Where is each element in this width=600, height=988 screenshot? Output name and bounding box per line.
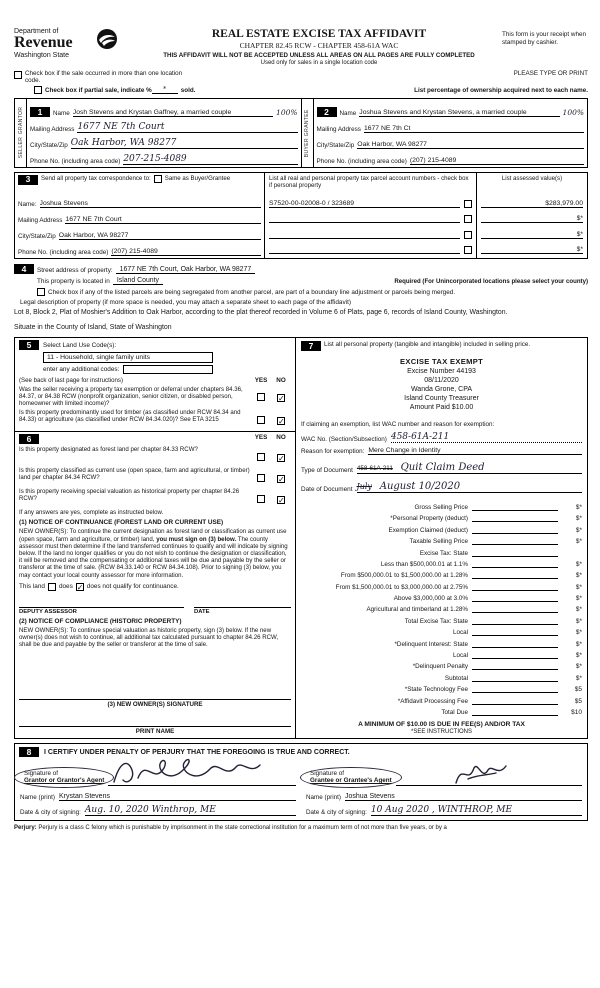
same-as-buyer-checkbox[interactable] xyxy=(154,175,162,183)
fee-value: $* xyxy=(575,503,582,511)
corr-address-value[interactable]: 1677 NE 7th Court xyxy=(65,216,261,224)
warning-line: THIS AFFIDAVIT WILL NOT BE ACCEPTED UNLESS ALL AREAS ON ALL PAGES ARE FULLY COMPLETED xyxy=(163,52,475,59)
ownership-note: List percentage of ownership acquired next to each name. xyxy=(414,87,588,94)
multi-location-checkbox[interactable] xyxy=(14,71,22,79)
if-yes-note: If any answers are yes, complete as instructed below. xyxy=(19,509,164,517)
forest-land-section xyxy=(14,432,296,739)
fee-label: Less than $500,000.01 at 1.1% xyxy=(380,560,468,568)
question-text: Was the seller receiving a property tax exemption or deferral under chapters 84.36, 84.37, or 84.38 RCW (nonprofit organization, senior citizen, or disabled person, homeowner with limited income)? xyxy=(19,386,243,408)
grantor-date-city-label: Date & city of signing: xyxy=(20,809,81,816)
fee-label: Exemption Claimed (deduct) xyxy=(388,526,468,534)
fee-label: *Personal Property (deduct) xyxy=(390,515,468,523)
fee-line[interactable] xyxy=(472,715,558,716)
does-not-label: does not qualify for continuance. xyxy=(86,583,179,591)
grantor-signature-block xyxy=(15,758,301,820)
seller-phone-value[interactable]: 207-215-4089 xyxy=(123,154,297,165)
single-location-note: Used only for sales in a single location code xyxy=(260,60,378,66)
fee-line[interactable] xyxy=(472,635,558,636)
assessed-value-header: List assessed value(s) xyxy=(501,175,563,182)
street-address-value[interactable]: 1677 NE 7th Court, Oak Harbor, WA 98277 xyxy=(116,266,256,274)
minimum-due-note: A MINIMUM OF $10.00 IS DUE IN FEE(S) AND/OR TAX xyxy=(358,721,525,728)
buyer-grantee-side-label xyxy=(304,109,310,157)
assessed-value-1[interactable]: $283,979.00 xyxy=(481,200,583,208)
parcel-number-field[interactable] xyxy=(269,222,460,223)
fee-table xyxy=(301,500,582,716)
buyer-section xyxy=(301,99,588,167)
assessed-value-3[interactable]: $* xyxy=(481,231,583,239)
type-struck-text: 458-61A-211 xyxy=(356,464,393,472)
seller-city-label: City/State/Zip xyxy=(30,142,68,149)
perjury-text: Perjury is a class C felony which is punishable by imprisonment in the state correctional institution for a maximum term of not more than five years, or by a xyxy=(38,825,447,831)
assessed-value-2[interactable]: $* xyxy=(481,215,583,223)
fee-line[interactable] xyxy=(472,669,558,670)
fee-label: From $500,000.01 to $1,500,000.00 at 1.28% xyxy=(340,572,468,580)
section-8-badge: 8 xyxy=(19,747,39,757)
personal-property-checkbox-2[interactable] xyxy=(464,215,472,223)
fee-label: *Affidavit Processing Fee xyxy=(397,697,468,705)
fee-label: Subtotal xyxy=(444,674,468,682)
land-use-section xyxy=(14,337,296,432)
fee-value: $* xyxy=(575,595,582,603)
legal-description-label: Legal description of property (if more space is needed, you may attach a separate sheet to each page of the affidavit) xyxy=(20,299,351,306)
legal-description-value[interactable]: Lot 8, Block 2, Plat of Moshier's Addition to Oak Harbor, according to the plat thereof recorded in Volume 6 of Plats, page 6, records of Island County, Washington. xyxy=(14,309,508,316)
new-owner-signature-label: (3) NEW OWNER(S) SIGNATURE xyxy=(107,701,203,708)
seller-grantor-side-label xyxy=(18,107,24,158)
parcel-number-field[interactable] xyxy=(269,238,460,239)
notice-compliance-title: (2) NOTICE OF COMPLIANCE (HISTORIC PROPERTY) xyxy=(19,617,182,625)
notice1-post: The county assessor must then determine if the land transferred continues to qualify and will indicate by signing below. If the land no longer qualifies or you do not wish to continue the designation or classification, it will be removed and the compensating or additional taxes will be due and payable by the seller or transferor at the time of sale. (RCW 84.33.140 or RCW 84.34.108). Prior to signing (3) below, you may contact your local county assessor for more information. xyxy=(19,535,288,579)
corr-phone-value[interactable]: (207) 215-4089 xyxy=(111,248,261,256)
date-of-document-value[interactable]: August 10/2020 xyxy=(379,480,461,492)
stamp-line-2: Excise Number 44193 xyxy=(407,368,476,376)
perjury-footer xyxy=(14,825,588,832)
hand-drawn-oval xyxy=(14,767,114,788)
fee-value: $* xyxy=(575,572,582,580)
fee-line[interactable] xyxy=(472,578,558,579)
fee-value: $* xyxy=(575,526,582,534)
corr-phone-label: Phone No. (including area code) xyxy=(18,249,109,256)
wac-number-value[interactable]: 458-61A-211 xyxy=(391,432,582,443)
personal-property-checkbox-4[interactable] xyxy=(464,246,472,254)
form-header xyxy=(14,28,588,66)
print-name-label: PRINT NAME xyxy=(135,728,175,735)
dor-emblem-icon xyxy=(96,28,118,55)
buyer-city-label: City/State/Zip xyxy=(316,142,355,149)
fee-label: Total Due xyxy=(441,709,468,716)
claiming-exemption-label: If claiming an exemption, list WAC number and reason for exemption: xyxy=(301,420,495,428)
grantor-sig-label-1: Signature of xyxy=(24,769,58,777)
county-required-note: Required (For Unincorporated locations please select your county) xyxy=(394,278,588,285)
fee-line[interactable] xyxy=(472,692,558,693)
notice-continuance-title: (1) NOTICE OF CONTINUANCE (FOREST LAND OR CURRENT USE) xyxy=(19,519,224,527)
reason-exemption-value[interactable]: Mere Change in Identity xyxy=(368,447,582,455)
date-struck-text: July xyxy=(356,481,372,491)
stamp-line-4: Wanda Grone, CPA xyxy=(410,386,473,394)
buyer-city-value[interactable]: Oak Harbor, WA 98277 xyxy=(357,141,584,149)
forest-no-checkbox[interactable]: ✓ xyxy=(278,454,285,464)
yes-column-header: YES xyxy=(254,377,268,385)
fee-line[interactable] xyxy=(472,556,558,557)
additional-codes-label: enter any additional codes: xyxy=(43,366,120,374)
see-instructions-note: *SEE INSTRUCTIONS xyxy=(410,729,472,735)
washington-state-label: Washington State xyxy=(14,52,69,60)
county-select[interactable]: Island County xyxy=(113,277,163,285)
historic-no-checkbox[interactable]: ✓ xyxy=(278,496,285,506)
grantee-sig-label-2: Grantee or Grantee's Agent xyxy=(310,777,392,785)
fee-label: Agricultural and timberland at 1.28% xyxy=(366,606,468,614)
parcel-header: List all real and personal property tax parcel account numbers - check box if personal property xyxy=(269,175,469,189)
grantee-name-print-label: Name (print) xyxy=(306,794,341,801)
date-of-document-label: Date of Document xyxy=(301,485,353,493)
hand-drawn-oval xyxy=(300,767,402,788)
street-address-label: Street address of property: xyxy=(37,267,113,274)
question-text: Is this property designated as forest land per chapter 84.33 RCW? xyxy=(19,446,198,454)
grantee-date-city-value[interactable]: 10 Aug 2020 , WINTHROP, ME xyxy=(371,805,582,816)
buyer-name-value[interactable]: Joshua Stevens and Krystan Stevens, a married couple xyxy=(359,109,559,117)
land-use-select[interactable]: 11 - Household, single family units xyxy=(43,352,213,363)
same-as-buyer-label: Same as Buyer/Grantee xyxy=(164,175,231,182)
perjury-label: Perjury: xyxy=(14,825,37,831)
segregated-label: Check box if any of the listed parcels are being segregated from another parcel, are part of a boundary line adjustment or parcels being merged. xyxy=(48,289,456,296)
buyer-name-label: Name xyxy=(339,110,357,117)
question-text: Is this property classified as current use (open space, farm and agricultural, or timber) land per chapter 84.34 RCW? xyxy=(19,467,250,482)
top-checkbox-zone xyxy=(14,70,588,94)
title-block xyxy=(136,28,502,66)
buyer-phone-label: Phone No. (including area code) xyxy=(316,158,407,165)
print-name-line[interactable] xyxy=(19,714,291,727)
personal-property-checkbox-3[interactable] xyxy=(464,231,472,239)
forest-yes-checkbox[interactable] xyxy=(257,453,265,461)
fee-line[interactable] xyxy=(472,658,558,659)
yes-column-header: YES xyxy=(254,434,268,442)
fee-value: $* xyxy=(575,606,582,614)
additional-codes-field[interactable] xyxy=(123,365,213,374)
fee-value: $* xyxy=(575,560,582,568)
fee-label: *State Technology Fee xyxy=(404,686,468,694)
fee-value: $* xyxy=(575,663,582,671)
partial-sale-label-pre: Check box if partial sale, indicate % xyxy=(45,87,152,94)
no-column-header: NO xyxy=(276,377,286,385)
fee-line[interactable] xyxy=(472,647,558,648)
fee-value: $* xyxy=(575,640,582,648)
grantor-signature-field[interactable] xyxy=(108,760,296,786)
fee-value: $5 xyxy=(574,686,582,694)
chapter-line: CHAPTER 82.45 RCW - CHAPTER 458-61A WAC xyxy=(239,41,399,50)
grantee-signature-field[interactable] xyxy=(396,760,582,786)
seller-side-word: SELLER xyxy=(17,137,24,159)
fee-line[interactable] xyxy=(472,624,558,625)
fee-line[interactable] xyxy=(472,567,558,568)
grantee-signature-block xyxy=(301,758,587,820)
fee-label: Gross Selling Price xyxy=(414,503,468,511)
grantee-name-print-value[interactable]: Joshua Stevens xyxy=(345,793,582,801)
revenue-wordmark: Revenue xyxy=(14,34,73,52)
question-text: Is this property predominantly used for timber (as classified under RCW 84.34 and 84.33) or agriculture (as classified under RCW 84.34.020)? See ETA 3215 xyxy=(19,409,241,424)
buyer-address-label: Mailing Address xyxy=(316,126,361,133)
fee-value: $* xyxy=(575,674,582,682)
fee-value: $* xyxy=(575,583,582,591)
multi-location-label: Check box if the sale occurred in more than one location code. xyxy=(25,70,183,84)
assessed-value-4[interactable]: $* xyxy=(481,246,583,254)
please-type-note: PLEASE TYPE OR PRINT xyxy=(513,70,588,77)
does-not-qualify-checkbox[interactable]: ✓ xyxy=(76,582,84,592)
date-label: DATE xyxy=(193,608,210,615)
deputy-assessor-signature-line[interactable] xyxy=(19,599,184,608)
grantor-sig-label-2: Grantor or Grantor's Agent xyxy=(24,777,105,785)
seller-section xyxy=(15,99,301,167)
type-of-document-value[interactable]: Quit Claim Deed xyxy=(400,461,485,473)
fee-value: $5 xyxy=(574,697,582,705)
grantor-signature xyxy=(108,755,268,789)
buyer-side-word: BUYER xyxy=(304,137,310,158)
current-use-no-checkbox[interactable]: ✓ xyxy=(278,475,285,485)
located-in-label: This property is located in xyxy=(37,278,110,285)
fee-line[interactable] xyxy=(472,590,558,591)
partial-sale-percent-field[interactable]: * xyxy=(152,86,178,94)
section-6-badge: 6 xyxy=(19,434,39,444)
partial-sale-checkbox[interactable] xyxy=(34,86,42,94)
notice1-pre: NEW OWNER(S): To continue the current designation as forest land or classification as current use (open space, farm and agriculture, or timber) land, xyxy=(19,528,287,543)
new-owner-signature-line[interactable] xyxy=(19,687,291,700)
segregated-checkbox[interactable] xyxy=(37,288,45,296)
grantor-side-word: GRANTOR xyxy=(17,107,24,136)
deputy-assessor-label: DEPUTY ASSESSOR xyxy=(19,608,77,615)
grantor-name-print-label: Name (print) xyxy=(20,794,55,801)
receipt-note: This form is your receipt when stamped by cashier. xyxy=(502,31,586,46)
section-2-badge: 2 xyxy=(317,107,337,117)
stamp-line-5: Island County Treasurer xyxy=(404,395,479,403)
buyer-phone-value[interactable]: (207) 215-4089 xyxy=(410,157,584,165)
seller-address-value[interactable]: 1677 NE 7th Court xyxy=(77,122,297,133)
fee-line[interactable] xyxy=(472,510,558,511)
fee-value: $* xyxy=(575,617,582,625)
fee-line[interactable] xyxy=(472,544,558,545)
fee-value: $* xyxy=(575,515,582,523)
fee-label: Taxable Selling Price xyxy=(409,538,468,546)
buyer-address-value[interactable]: 1677 NE 7th Ct xyxy=(364,125,584,133)
grantee-signature xyxy=(396,759,516,789)
fee-line[interactable] xyxy=(472,521,558,522)
deputy-date-line[interactable] xyxy=(194,599,291,608)
fee-line[interactable] xyxy=(472,681,558,682)
grantee-sig-label-1: Signature of xyxy=(310,769,344,777)
fee-value: $* xyxy=(575,538,582,546)
fee-value: $* xyxy=(575,652,582,660)
parties-section xyxy=(14,98,588,168)
historic-yes-checkbox[interactable] xyxy=(257,495,265,503)
land-use-label: Select Land Use Code(s): xyxy=(43,341,117,349)
type-of-document-label: Type of Document xyxy=(301,466,353,474)
seller-pct-value: 100% xyxy=(276,108,298,117)
corr-address-label: Mailing Address xyxy=(18,217,63,224)
grantor-date-city-value[interactable]: Aug. 10, 2020 Winthrop, ME xyxy=(85,805,296,816)
notice1-bold: you must sign on (3) below. xyxy=(156,535,237,543)
section-4-badge: 4 xyxy=(14,264,34,274)
fee-label: From $1,500,000.01 to $3,000,000.00 at 2.75% xyxy=(335,583,468,591)
fee-line[interactable] xyxy=(472,704,558,705)
correspondence-label: Send all property tax correspondence to: xyxy=(41,175,151,182)
question-text: Is this property receiving special valuation as historical property per chapter 84.26 RCW? xyxy=(19,488,240,503)
excise-tax-section xyxy=(296,337,588,739)
fee-label: Local xyxy=(452,652,468,660)
grantor-name-print-value[interactable]: Krystan Stevens xyxy=(59,793,296,801)
property-address-section xyxy=(14,264,588,332)
buyer-pct-value: 100% xyxy=(562,108,584,117)
section-3-badge: 3 xyxy=(18,175,38,185)
corr-name-value[interactable]: Joshua Stevens xyxy=(40,200,261,208)
dept-of-label: Department of xyxy=(14,28,59,35)
stamp-line-3: 08/11/2020 xyxy=(424,377,459,385)
situate-line: Situate in the County of Island, State of Washington xyxy=(14,323,172,331)
seller-city-value[interactable]: Oak Harbor, WA 98277 xyxy=(71,138,298,149)
corr-city-value[interactable]: Oak Harbor, WA 98277 xyxy=(59,232,261,240)
q2-no-checkbox[interactable]: ✓ xyxy=(278,417,285,427)
grantee-side-word: GRANTEE xyxy=(304,108,310,136)
fee-label: Excise Tax: State xyxy=(419,549,468,557)
does-label: does xyxy=(58,583,73,591)
seller-phone-label: Phone No. (including area code) xyxy=(30,158,121,165)
q1-no-checkbox[interactable]: ✓ xyxy=(278,394,285,404)
personal-property-intro: List all personal property (tangible and intangible) included in selling price. xyxy=(324,341,531,349)
fee-label: Total Excise Tax: State xyxy=(404,617,468,625)
fee-label: *Delinquent Penalty xyxy=(412,663,468,671)
excise-exempt-stamp xyxy=(301,357,582,412)
grantee-date-city-label: Date & city of signing: xyxy=(306,809,367,816)
seller-address-label: Mailing Address xyxy=(30,126,75,133)
stamp-line-6: Amount Paid $10.00 xyxy=(409,404,474,412)
certify-statement: I CERTIFY UNDER PENALTY OF PERJURY THAT THE FOREGOING IS TRUE AND CORRECT. xyxy=(44,748,350,756)
notice-compliance-body: NEW OWNER(S): To continue special valuation as historic property, sign (3) below. If the new owner(s) does not wish to continue, all additional tax calculated pursuant to chapter 84.26 RCW, shall be due and payable by the seller or transferor at the time of sale. xyxy=(19,626,279,649)
corr-name-label: Name: xyxy=(18,201,37,208)
notice-continuance-body xyxy=(19,528,291,578)
no-column-header: NO xyxy=(276,434,286,442)
q1-yes-checkbox[interactable] xyxy=(257,393,265,401)
dor-logo xyxy=(14,28,136,59)
form-title: REAL ESTATE EXCISE TAX AFFIDAVIT xyxy=(211,28,427,40)
fee-label: *Delinquent Interest: State xyxy=(394,640,468,648)
fee-line[interactable] xyxy=(472,533,558,534)
section-1-badge: 1 xyxy=(30,107,50,117)
certification-section xyxy=(14,743,588,821)
parcel-number-field[interactable] xyxy=(269,253,460,254)
fee-value: $10 xyxy=(571,709,582,716)
fee-line[interactable] xyxy=(472,601,558,602)
section-7-badge: 7 xyxy=(301,341,321,351)
stamp-line-1: EXCISE TAX EXEMPT xyxy=(399,357,484,367)
current-use-yes-checkbox[interactable] xyxy=(257,474,265,482)
reason-exemption-label: Reason for exemption: xyxy=(301,447,365,455)
tax-correspondence-section xyxy=(14,172,588,259)
corr-city-label: City/State/Zip xyxy=(18,233,56,240)
does-qualify-checkbox[interactable] xyxy=(48,583,56,591)
seller-name-label: Name xyxy=(53,110,70,117)
seller-name-value[interactable]: Josh Stevens and Krystan Gaffney, a married couple xyxy=(73,109,273,117)
see-back-note: (See back of last page for instructions) xyxy=(19,377,123,385)
this-land-label: This land xyxy=(19,583,45,591)
fee-line[interactable] xyxy=(472,612,558,613)
personal-property-checkbox-1[interactable] xyxy=(464,200,472,208)
wac-number-label: WAC No. (Section/Subsection) xyxy=(301,435,387,443)
q2-yes-checkbox[interactable] xyxy=(257,416,265,424)
section-5-badge: 5 xyxy=(19,340,39,350)
main-columns xyxy=(14,337,588,739)
fee-value: $* xyxy=(575,629,582,637)
fee-label: Local xyxy=(452,629,468,637)
fee-label: Above $3,000,000 at 3.0% xyxy=(393,595,468,603)
parcel-number-value[interactable]: S7520-00-02008-0 / 323689 xyxy=(269,200,460,208)
partial-sale-label-post: sold. xyxy=(180,87,196,94)
